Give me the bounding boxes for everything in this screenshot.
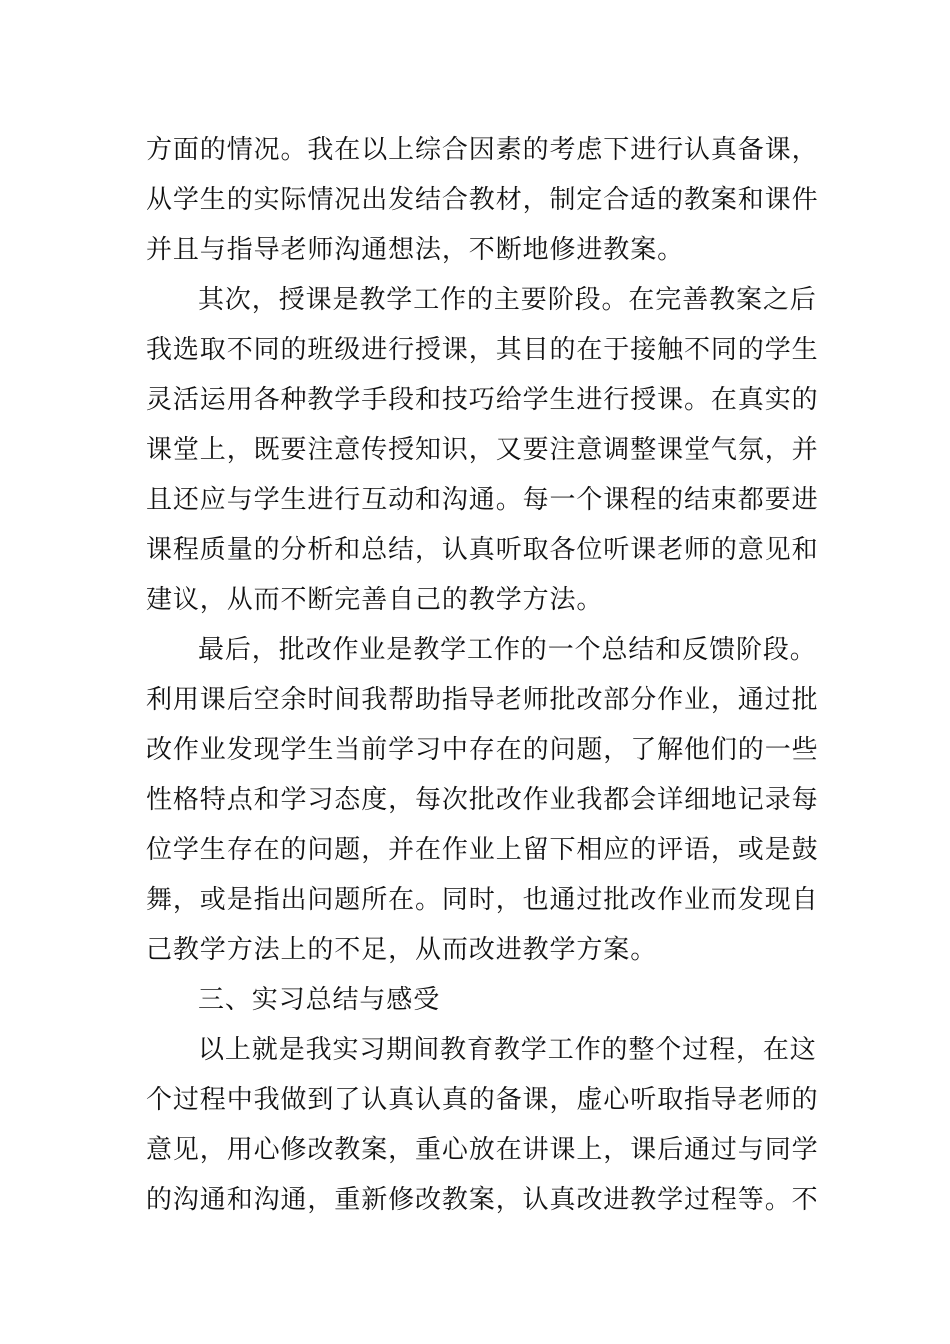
text-line: 个过程中我做到了认真认真的备课，虚心听取指导老师的 — [146, 1085, 819, 1115]
text-line: 意见，用心修改教案，重心放在讲课上，课后通过与同学 — [146, 1135, 819, 1165]
text-line: 改作业发现学生当前学习中存在的问题，了解他们的一些 — [146, 735, 819, 765]
text-line: 舞，或是指出问题所在。同时，也通过批改作业而发现自 — [146, 885, 819, 915]
text-line: 我选取不同的班级进行授课，其目的在于接触不同的学生 — [146, 335, 819, 365]
text-line: 且还应与学生进行互动和沟通。每一个课程的结束都要进 — [146, 485, 819, 515]
text-line: 位学生存在的问题，并在作业上留下相应的评语，或是鼓 — [146, 835, 819, 865]
text-line: 并且与指导老师沟通想法，不断地修进教案。 — [146, 235, 685, 265]
text-line: 课程质量的分析和总结，认真听取各位听课老师的意见和 — [146, 535, 819, 565]
text-line: 课堂上，既要注意传授知识，又要注意调整课堂气氛，并 — [146, 435, 819, 465]
text-line: 建议，从而不断完善自己的教学方法。 — [146, 585, 604, 615]
text-line: 的沟通和沟通，重新修改教案，认真改进教学过程等。不 — [146, 1185, 819, 1215]
text-line: 从学生的实际情况出发结合教材，制定合适的教案和课件 — [146, 185, 819, 215]
paragraph-start-line: 其次，授课是教学工作的主要阶段。在完善教案之后 — [198, 285, 817, 315]
text-line: 性格特点和学习态度，每次批改作业我都会详细地记录每 — [146, 785, 819, 815]
text-line: 己教学方法上的不足，从而改进教学方案。 — [146, 935, 658, 965]
paragraph-start-line: 以上就是我实习期间教育教学工作的整个过程，在这 — [198, 1035, 817, 1065]
section-heading: 三、实习总结与感受 — [198, 985, 441, 1015]
text-line: 利用课后空余时间我帮助指导老师批改部分作业，通过批 — [146, 685, 819, 715]
text-line: 方面的情况。我在以上综合因素的考虑下进行认真备课， — [146, 135, 819, 165]
text-line: 灵活运用各种教学手段和技巧给学生进行授课。在真实的 — [146, 385, 819, 415]
paragraph-start-line: 最后，批改作业是教学工作的一个总结和反馈阶段。 — [198, 635, 817, 665]
